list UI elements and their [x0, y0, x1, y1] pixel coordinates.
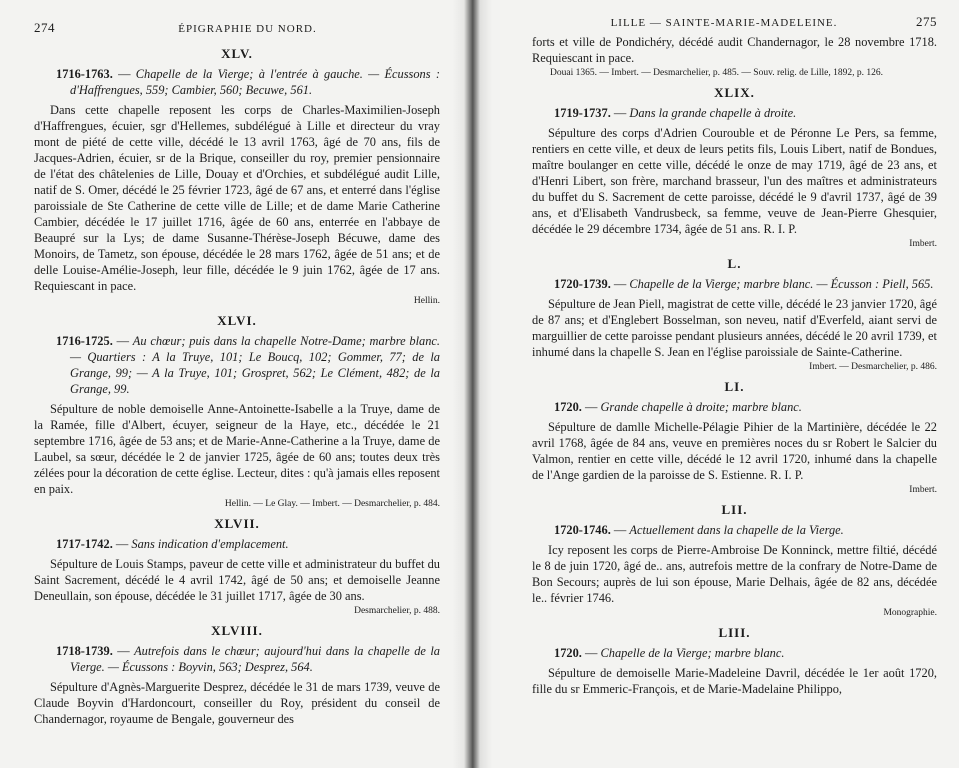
entry-date: 1720.	[554, 400, 582, 414]
right-page-number: 275	[916, 14, 937, 29]
entry-date: 1718-1739.	[56, 644, 113, 658]
entry-text: Sépulture de demoiselle Marie-Madeleine Davril, décédée le 1er août 1720, fille du sr Emmeric-François, et de Marie-Madelaine Philippo,	[532, 666, 937, 696]
entry-number: XLV.	[221, 46, 253, 61]
entry-number: XLVI.	[217, 313, 257, 328]
entry-date: 1716-1763.	[56, 67, 113, 81]
left-page-number: 274	[34, 20, 55, 35]
entry-heading: 1720-1746. — Actuellement dans la chapelle de la Vierge.	[554, 523, 844, 537]
entry-location: Grande chapelle à droite; marbre blanc.	[600, 400, 802, 414]
entry-location: Chapelle de la Vierge; marbre blanc. — Écusson : Piell, 565.	[629, 277, 934, 291]
entry-text: Sépulture de Jean Piell, magistrat de cette ville, décédé le 23 janvier 1720, âgé de 87 ans; et d'Englebert Bosselman, son neveu, natif d'Everfeld, aiant servi de marguillier de cette paroisse pendant plusieurs années, décédé le 20 avril 1739, et inhumé dans la chapelle S. Jean en l'église paroissiale de Sainte-Catherine.	[532, 297, 937, 359]
entry-text: Dans cette chapelle reposent les corps de Charles-Maximilien-Joseph d'Haffrengues, écuier, sgr d'Hellemes, subdélégué à Lille et directeur du vray mont de piété de cette ville, décédé le 13 avril 1763, âgé de 70 ans, fils de Jacques-Adrien, écuier, sr de la Brique, conseiller du roy, premier pensionnaire de l'état des châtelenies de Lille, Douay et d'Orchies, et subdélégué audit Lille, natif de S. Omer, décédé le 25 février 1723, âgé de 67 ans, et enterré dans l'église paroissiale de Ste Catherine de cette ville de Lille; et de dame Marie Catherine Cambier, décédée le 17 juillet 1716, âgée de 60 ans, enterrée en l'abbaye de Beaupré sur la Lys; de dame Susanne-Thérèse-Joseph Bécuwe, dame des Monoirs, de Tametz, son épouse, décédée le 28 mars 1762, âgée de 51 ans; et de delle Louise-Amélie-Joseph, leur fille, décédée le 9 juin 1762, âgée de 17 ans. Requiescant in pace.	[34, 103, 440, 293]
entry-heading: 1716-1725. — Au chœur; puis dans la chapelle Notre-Dame; marbre blanc. — Quartiers : A la Truye, 101; Le Boucq, 102; Gommer, 77; de la Grange, 99; — A la Truye, 101; Grospret, 562; Le Clément, 482; de la Grange, 99.	[56, 334, 440, 396]
entry-heading: 1720. — Chapelle de la Vierge; marbre blanc.	[554, 646, 785, 660]
entry-location: Chapelle de la Vierge; marbre blanc.	[600, 646, 785, 660]
entry-text: Sépulture de damlle Michelle-Pélagie Pihier de la Martinière, décédée le 22 avril 1768, âgée de 84 ans, veuve en premières noces du sr Robert le Salcier du Valmon, rentier en cette ville, décédé le 12 avril 1720, inhumé dans la chapelle de l'Ange gardien de la paroisse de S. Estienne. R. I. P.	[532, 420, 937, 482]
left-page	[0, 0, 470, 768]
entry-text: Sépulture de noble demoiselle Anne-Antoinette-Isabelle a la Truye, dame de la Ramée, fille d'Albert, écuyer, seigneur de la Haye, etc., décédée le 21 septembre 1716, âgée de 53 ans; et de Marie-Anne-Catherine a la Truye, dame de Laubel, sa sœur, décédée le 2 de janvier 1725, âgée de 60 ans; toutes deux très zélées pour la décoration de cette église. Lecteur, dites : qu'à jamais elles reposent en paix.	[34, 402, 440, 496]
entry-date: 1716-1725.	[56, 334, 113, 348]
entry-source: Imbert.	[909, 485, 937, 495]
entry-number: L.	[727, 256, 742, 271]
right-running-head	[532, 14, 937, 34]
right-page	[478, 0, 959, 768]
entry-number: XLVII.	[214, 516, 260, 531]
entry-source: Hellin.	[413, 296, 440, 306]
entry-location: Chapelle de la Vierge; à l'entrée à gauche. — Écussons : d'Haffrengues, 559; Cambier, 560; Becuwe, 561.	[70, 67, 440, 97]
entry-number: XLIX.	[714, 85, 755, 100]
entry-date: 1720.	[554, 646, 582, 660]
entry-text: Sépulture d'Agnès-Marguerite Desprez, décédée le 31 de mars 1739, veuve de Claude Boyvin d'Hardoncourt, conseiller du Roy, président du conseil de Chandernagor, royaume de Bengale, gouverneur des	[34, 680, 440, 726]
entry-heading: 1717-1742. — Sans indication d'emplacement.	[56, 537, 289, 551]
entry-date: 1717-1742.	[56, 537, 113, 551]
entry-location: Autrefois dans le chœur; aujourd'hui dans la chapelle de la Vierge. — Écussons : Boyvin, 563; Desprez, 564.	[70, 644, 440, 674]
entry-text: Icy reposent les corps de Pierre-Ambroise De Konninck, mettre filtié, décédé le 8 de juin 1720, âgé de.. ans, autrefois mettre de la confrary de Notre-Dame de Bon Secours; auprès de lui son épouse, Marie Delhais, âgée de 82 ans, décédée le.. février 1746.	[532, 543, 937, 605]
left-running-head	[34, 20, 440, 40]
entry-location: Actuellement dans la chapelle de la Vierge.	[629, 523, 844, 537]
entry-source: Imbert. — Desmarchelier, p. 486.	[809, 362, 937, 372]
entry-date: 1720-1746.	[554, 523, 611, 537]
entry-heading: 1720-1739. — Chapelle de la Vierge; marbre blanc. — Écusson : Piell, 565.	[554, 277, 934, 291]
entry-heading: 1718-1739. — Autrefois dans le chœur; aujourd'hui dans la chapelle de la Vierge. — Écussons : Boyvin, 563; Desprez, 564.	[56, 644, 440, 674]
entry-number: LIII.	[718, 625, 751, 640]
entry-heading: 1716-1763. — Chapelle de la Vierge; à l'entrée à gauche. — Écussons : d'Haffrengues, 559; Cambier, 560; Becuwe, 561.	[56, 67, 440, 97]
continuation-text: forts et ville de Pondichéry, décédé audit Chandernagor, le 28 novembre 1718. Requiescant in pace.	[532, 35, 937, 65]
entry-source: Hellin. — Le Glay. — Imbert. — Desmarchelier, p. 484.	[224, 499, 440, 509]
entry-text: Sépulture des corps d'Adrien Courouble et de Péronne Le Pers, sa femme, rentiers en cette ville, et deux de leurs petits fils, Louis Libert, natif de Bondues, maître boulanger en cette ville, décédé le onze de may 1719, âgé de 23 ans, et d'Henri Libert, son frère, marchand brasseur, l'un des maîtres et administrateurs du buffet du S. Sacrement de cette paroisse, décédé le 9 d'avril 1737, âgé de 39 ans, et d'Elisabeth Vandrusbeck, sa femme, veuve de Jean-Pierre Ghesquier, décédée le 29 décembre 1734, âgée de 51 ans. R. I. P.	[532, 126, 937, 236]
entry-number: XLVIII.	[211, 623, 263, 638]
entry-date: 1719-1737.	[554, 106, 611, 120]
continuation-source: Douai 1365. — Imbert. — Desmarchelier, p. 485. — Souv. relig. de Lille, 1892, p. 126.	[550, 68, 884, 78]
entry-location: Dans la grande chapelle à droite.	[629, 106, 797, 120]
entry-source: Imbert.	[909, 239, 937, 249]
entry-source: Monographie.	[883, 608, 937, 618]
right-running-title: LILLE — SAINTE-MARIE-MADELEINE.	[610, 17, 838, 29]
left-running-title: ÉPIGRAPHIE DU NORD.	[178, 23, 317, 35]
entry-location: Au chœur; puis dans la chapelle Notre-Dame; marbre blanc. — Quartiers : A la Truye, 101; Le Boucq, 102; Gommer, 77; de la Grange, 99; — A la Truye, 101; Grospret, 562; Le Clément, 482; de la Grange, 99.	[70, 334, 440, 396]
entry-number: LII.	[721, 502, 748, 517]
entry-source: Desmarchelier, p. 488.	[354, 606, 440, 616]
entry-text: Sépulture de Louis Stamps, paveur de cette ville et administrateur du buffet du Saint Sacrement, décédé le 4 avril 1742, âgé de 50 ans; et demoiselle Jeanne Deneullain, son épouse, décédée le 31 juillet 1717, âgée de 30 ans.	[34, 557, 440, 603]
entry-number: LI.	[724, 379, 745, 394]
entry-heading: 1719-1737. — Dans la grande chapelle à droite.	[554, 106, 797, 120]
entry-heading: 1720. — Grande chapelle à droite; marbre blanc.	[554, 400, 802, 414]
entry-date: 1720-1739.	[554, 277, 611, 291]
entry-location: Sans indication d'emplacement.	[131, 537, 289, 551]
